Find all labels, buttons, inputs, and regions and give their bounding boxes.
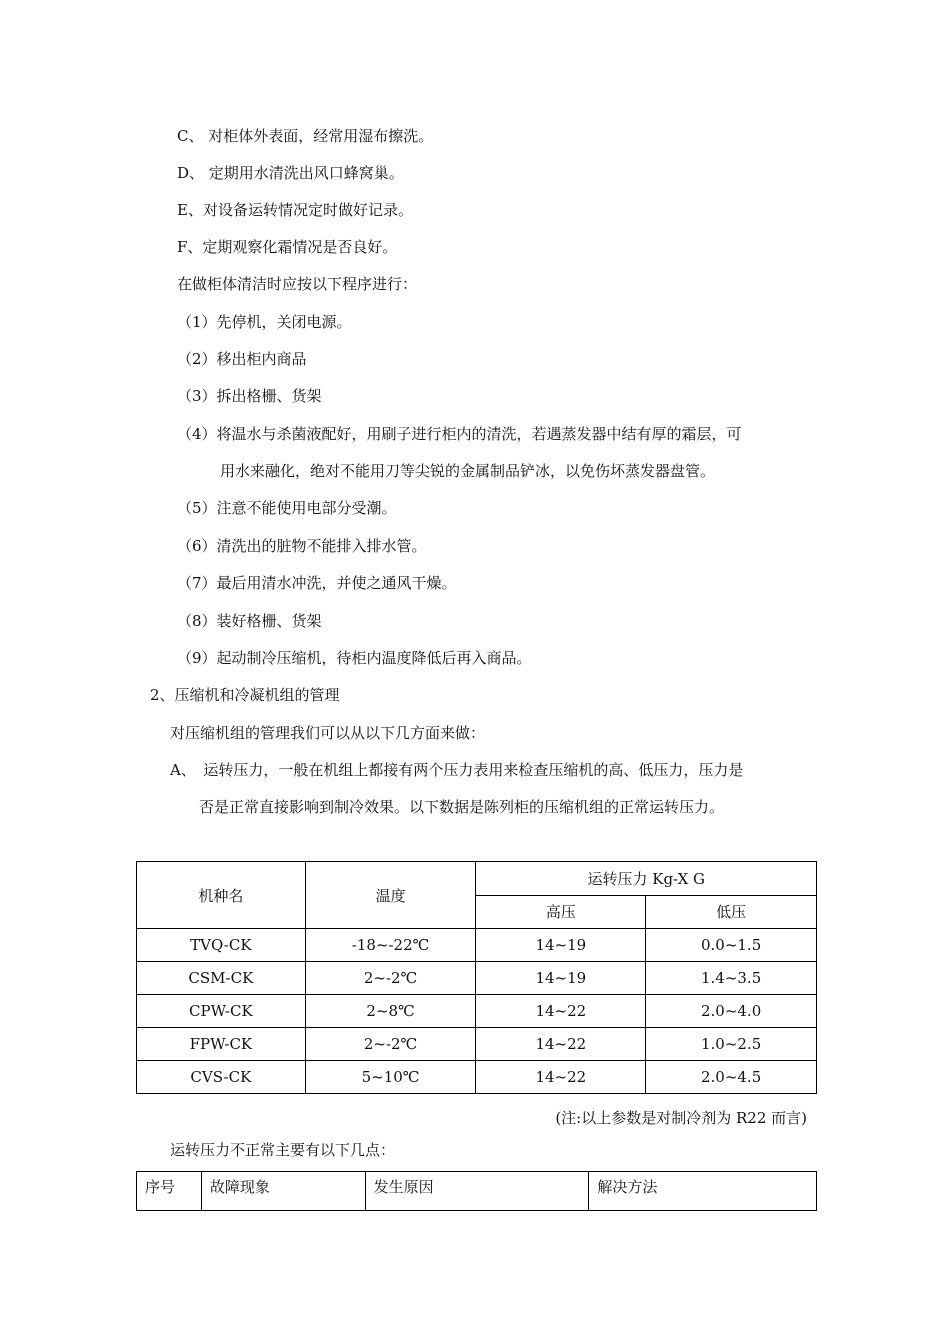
procedure-step-4: （4）将温水与杀菌液配好，用刷子进行柜内的清洗，若遇蒸发器中结有厚的霜层，可 <box>177 425 742 443</box>
cell-temp: 2~-2℃ <box>305 1028 476 1061</box>
header-low-pressure: 低压 <box>646 895 817 929</box>
item-a-line-1: A、 运转压力，一般在机组上都接有两个压力表用来检查压缩机的高、低压力，压力是 <box>170 761 744 779</box>
header-pressure: 运转压力 Kg-X G <box>476 862 817 896</box>
cell-temp: 5~10℃ <box>305 1061 476 1094</box>
header-high-pressure: 高压 <box>476 895 646 929</box>
cell-low: 1.0~2.5 <box>646 1028 817 1061</box>
item-a-line-2: 否是正常直接影响到制冷效果。以下数据是陈列柜的压缩机组的正常运转压力。 <box>199 798 725 816</box>
section-heading-2: 2、压缩机和冷凝机组的管理 <box>150 686 340 704</box>
header-symptom: 故障现象 <box>201 1172 365 1211</box>
cell-model: TVQ-CK <box>137 929 306 962</box>
procedure-step-2: （2）移出柜内商品 <box>177 350 307 368</box>
table-row <box>137 995 817 1028</box>
cell-temp: 2~-2℃ <box>305 962 476 995</box>
management-intro: 对压缩机组的管理我们可以从以下几方面来做： <box>170 724 486 742</box>
procedure-step-8: （8）装好格栅、货架 <box>177 612 322 630</box>
maintenance-item-d: D、 定期用水清洗出风口蜂窝巢。 <box>177 164 404 182</box>
header-number: 序号 <box>137 1172 202 1211</box>
cell-model: CVS-CK <box>137 1061 306 1094</box>
cell-model: FPW-CK <box>137 1028 306 1061</box>
cell-high: 14~19 <box>476 962 646 995</box>
cell-high: 14~22 <box>476 1061 646 1094</box>
header-cause: 发生原因 <box>365 1172 589 1211</box>
cell-high: 14~19 <box>476 929 646 962</box>
fault-table <box>136 1171 817 1211</box>
maintenance-item-c: C、 对柜体外表面，经常用湿布擦洗。 <box>177 127 434 145</box>
cell-high: 14~22 <box>476 1028 646 1061</box>
procedure-step-7: （7）最后用清水冲洗，并使之通风干燥。 <box>177 574 457 592</box>
cell-temp: -18~-22℃ <box>305 929 476 962</box>
cell-low: 2.0~4.5 <box>646 1061 817 1094</box>
maintenance-item-f: F、定期观察化霜情况是否良好。 <box>177 238 398 256</box>
procedure-step-3: （3）拆出格栅、货架 <box>177 387 322 405</box>
procedure-intro: 在做柜体清洁时应按以下程序进行： <box>177 275 418 293</box>
procedure-step-5: （5）注意不能使用电部分受潮。 <box>177 499 397 517</box>
procedure-step-4-cont: 用水来融化，绝对不能用刀等尖锐的金属制品铲冰，以免伤坏蒸发器盘管。 <box>220 462 716 480</box>
cell-temp: 2~8℃ <box>305 995 476 1028</box>
cell-low: 1.4~3.5 <box>646 962 817 995</box>
header-temperature: 温度 <box>305 862 476 929</box>
cell-model: CSM-CK <box>137 962 306 995</box>
cell-low: 2.0~4.0 <box>646 995 817 1028</box>
table-row <box>137 1028 817 1061</box>
procedure-step-9: （9）起动制冷压缩机，待柜内温度降低后再入商品。 <box>177 649 532 667</box>
cell-model: CPW-CK <box>137 995 306 1028</box>
abnormal-pressure-intro: 运转压力不正常主要有以下几点： <box>170 1141 396 1159</box>
table-note: (注:以上参数是对制冷剂为 R22 而言) <box>555 1109 807 1127</box>
cell-low: 0.0~1.5 <box>646 929 817 962</box>
table-row <box>137 929 817 962</box>
pressure-table <box>136 861 817 1094</box>
maintenance-item-e: E、对设备运转情况定时做好记录。 <box>177 201 413 219</box>
procedure-step-6: （6）清洗出的脏物不能排入排水管。 <box>177 537 427 555</box>
cell-high: 14~22 <box>476 995 646 1028</box>
header-solution: 解决方法 <box>589 1172 817 1211</box>
table-row <box>137 1061 817 1094</box>
header-model: 机种名 <box>137 862 306 929</box>
procedure-step-1: （1）先停机，关闭电源。 <box>177 313 352 331</box>
table-row <box>137 962 817 995</box>
